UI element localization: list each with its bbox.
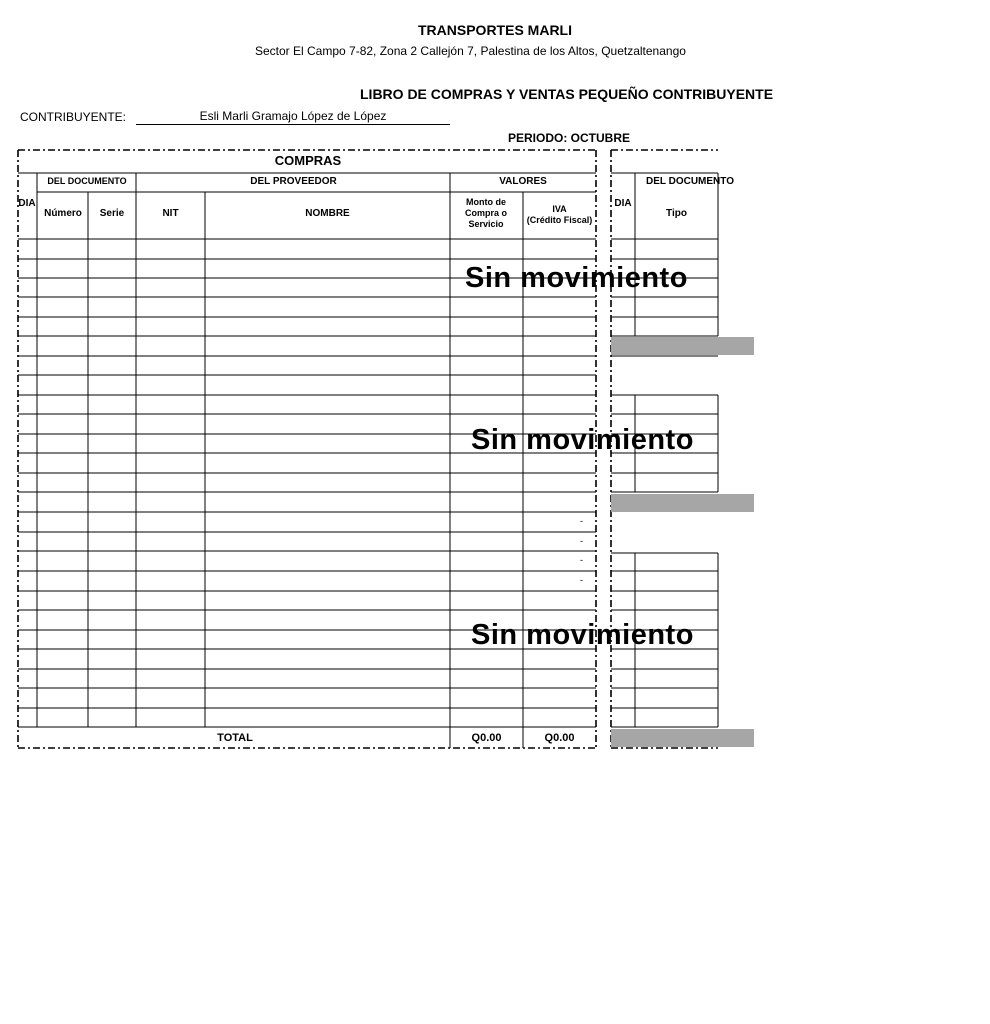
dash-mark: - xyxy=(580,516,583,526)
col-header-serie: Serie xyxy=(99,208,125,219)
ventas-col-header-dia: DIA xyxy=(614,198,632,209)
compras-title: COMPRAS xyxy=(274,153,342,168)
dash-mark: - xyxy=(580,536,583,546)
company-name: TRANSPORTES MARLI xyxy=(418,22,572,38)
dash-mark: - xyxy=(580,555,583,565)
ventas-col-header-tipo: Tipo xyxy=(666,208,687,219)
sin-movimiento-stamp: Sin movimiento xyxy=(471,619,694,651)
col-header-nit: NIT xyxy=(162,208,179,219)
period-label: PERIODO: OCTUBRE xyxy=(508,131,631,145)
total-monto: Q0.00 xyxy=(471,732,502,744)
col-header-iva-line2: (Crédito Fiscal) xyxy=(526,215,593,225)
dash-mark: - xyxy=(580,575,583,585)
col-header-dia: DIA xyxy=(18,198,36,209)
total-label: TOTAL xyxy=(217,732,253,744)
group-header-valores: VALORES xyxy=(499,176,547,187)
group-header-documento: DEL DOCUMENTO xyxy=(47,176,127,186)
company-address: Sector El Campo 7-82, Zona 2 Callejón 7, Palestina de los Altos, Quetzaltenango xyxy=(255,44,686,58)
col-header-iva-line1: IVA xyxy=(552,204,567,214)
sin-movimiento-stamp: Sin movimiento xyxy=(465,262,688,294)
col-header-nombre: NOMBRE xyxy=(305,208,350,219)
contributor-label: CONTRIBUYENTE: xyxy=(20,110,127,124)
contributor-name: Esli Marli Gramajo López de López xyxy=(136,109,450,125)
total-iva: Q0.00 xyxy=(544,732,575,744)
col-header-numero: Número xyxy=(44,208,82,219)
group-header-proveedor: DEL PROVEEDOR xyxy=(250,176,337,187)
ventas-group-header-documento: DEL DOCUMENTO xyxy=(646,176,734,187)
col-header-monto: Monto de Compra o Servicio xyxy=(464,197,507,229)
book-title: LIBRO DE COMPRAS Y VENTAS PEQUEÑO CONTRIBUYENTE xyxy=(360,86,774,102)
sin-movimiento-stamp: Sin movimiento xyxy=(471,424,694,456)
